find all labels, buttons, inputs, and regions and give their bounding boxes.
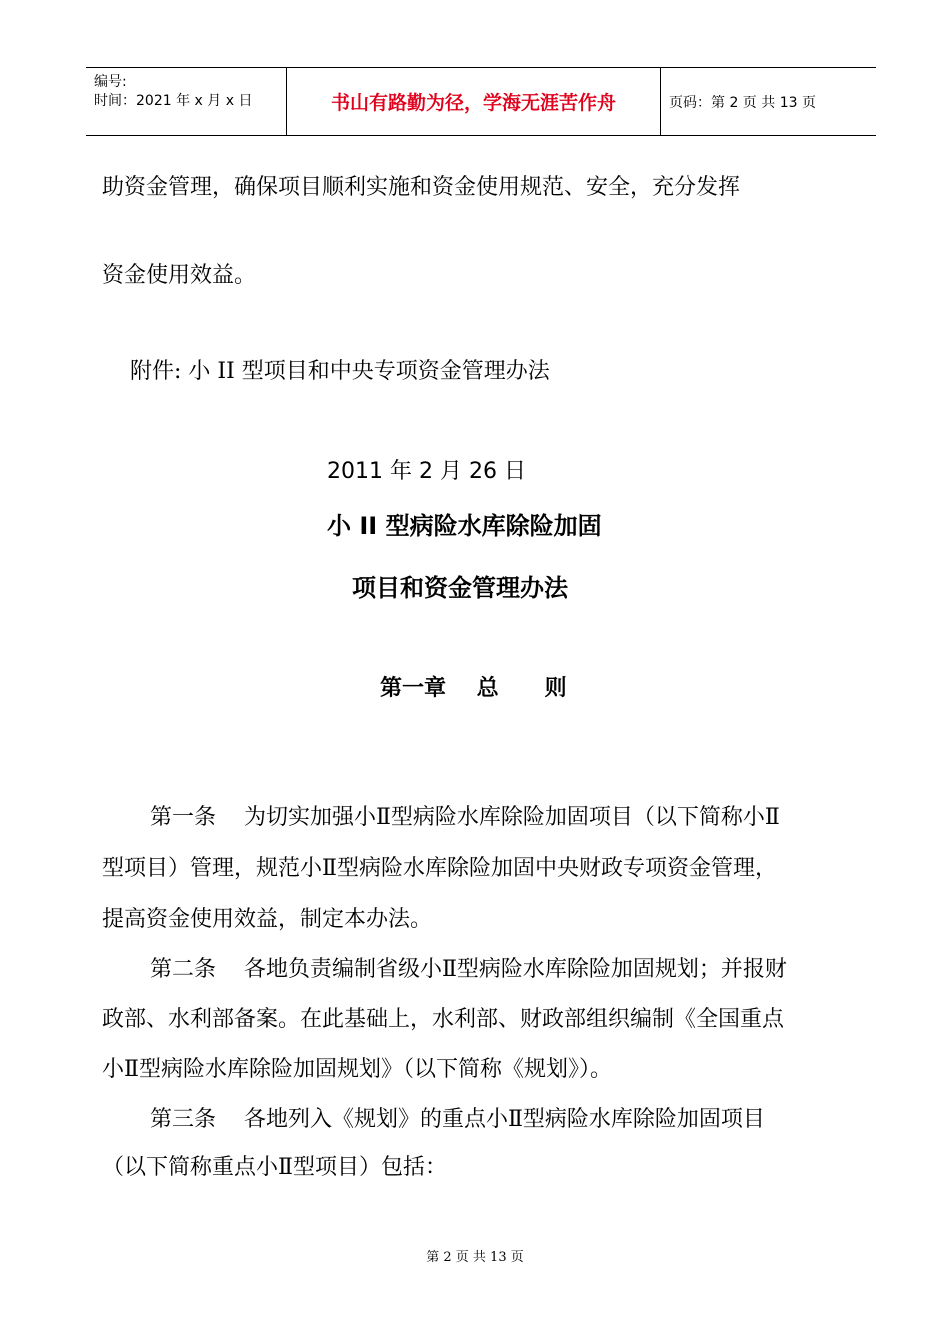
article-1-line-1: 第一条 为切实加强小Ⅱ型病险水库除险加固项目（以下简称小Ⅱ (150, 805, 780, 830)
document-title-line-1: 小 II 型病险水库除险加固 (327, 512, 602, 540)
article-2-line-1: 第二条 各地负责编制省级小Ⅱ型病险水库除险加固规划；并报财 (150, 957, 787, 982)
body-line-2: 资金使用效益。 (102, 263, 257, 288)
article-1-line-2: 型项目）管理，规范小Ⅱ型病险水库除险加固中央财政专项资金管理， (102, 856, 777, 881)
body-line-1: 助资金管理，确保项目顺利实施和资金使用规范、安全，充分发挥 (102, 175, 741, 200)
time-label: 时间：2021 年 x 月 x 日 (94, 93, 253, 109)
document-date: 2011 年 2 月 26 日 (327, 459, 526, 484)
chapter-heading: 第一章 总 则 (380, 676, 567, 701)
page-footer: 第 2 页 共 13 页 (426, 1250, 524, 1265)
page-header (86, 67, 876, 136)
article-3-line-1: 第三条 各地列入《规划》的重点小Ⅱ型病险水库除险加固项目 (150, 1107, 765, 1132)
article-2-line-3: 小Ⅱ型病险水库除险加固规划》（以下简称《规划》）。 (102, 1057, 612, 1082)
document-title-line-2: 项目和资金管理办法 (352, 574, 568, 602)
header-motto: 书山有路勤为径，学海无涯苦作舟 (287, 68, 661, 135)
number-label: 编号: (94, 74, 127, 90)
header-meta (86, 68, 287, 135)
article-2-line-2: 政部、水利部备案。在此基础上，水利部、财政部组织编制《全国重点 (102, 1007, 785, 1032)
attachment-line: 附件: 小 II 型项目和中央专项资金管理办法 (130, 359, 550, 384)
article-3-line-2: （以下简称重点小Ⅱ型项目）包括： (102, 1155, 447, 1180)
article-1-line-3: 提高资金使用效益，制定本办法。 (102, 907, 433, 932)
header-page-label: 页码：第 2 页 共 13 页 (669, 94, 816, 111)
